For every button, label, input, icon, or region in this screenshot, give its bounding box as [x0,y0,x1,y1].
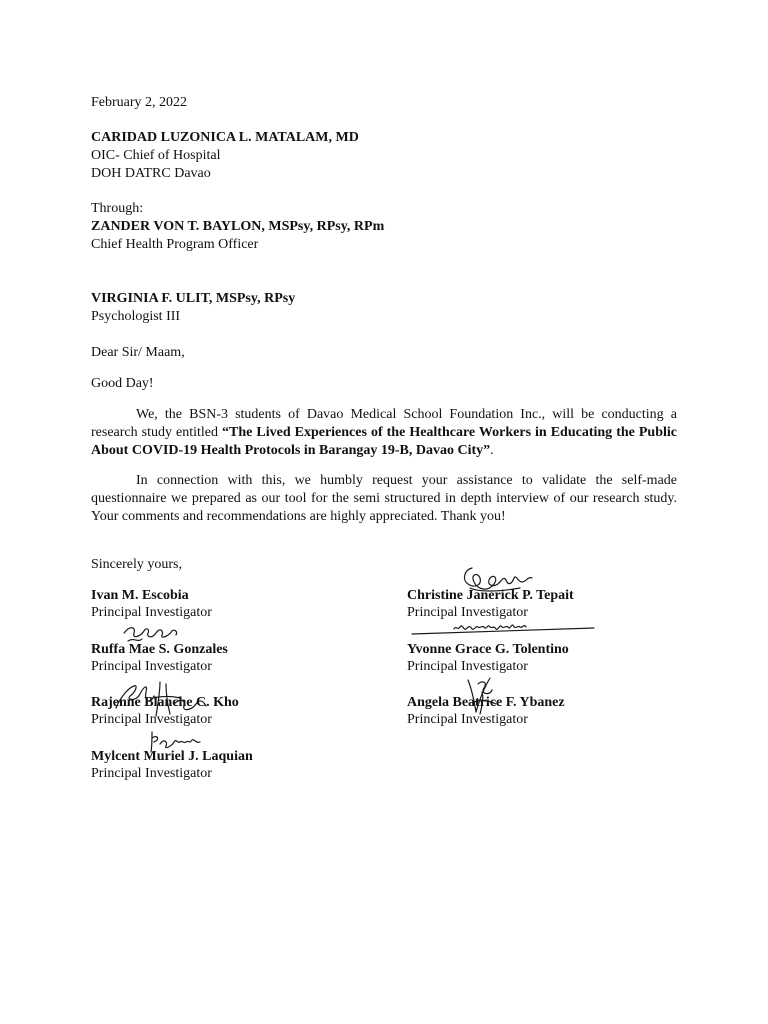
greeting: Good Day! [91,376,154,391]
study-title: “The Lived Experiences of the Healthcare Workers in Educating the Public About COVID-19 Health Protocols in Barangay 19-B, Davao City” [91,425,678,458]
signatory-name-6: Angela Beatrice F. Ybanez [407,695,565,710]
signature-gonzales [120,619,182,649]
signature-kho [110,678,210,720]
signatory-name-7: Mylcent Muriel J. Laquian [91,749,253,764]
signatory-name-5: Rajenne Blanche C. Kho [91,695,239,710]
recipient-name: CARIDAD LUZONICA L. MATALAM, MD [91,130,359,145]
body-paragraph-1 [91,406,677,460]
signatory-role-5: Principal Investigator [91,712,212,727]
signatory-role-2: Principal Investigator [407,605,528,620]
through-label: Through: [91,201,144,216]
signatory-name-3: Ruffa Mae S. Gonzales [91,642,228,657]
through-person1-title: Chief Health Program Officer [91,237,259,252]
recipient-title: OIC- Chief of Hospital [91,148,221,163]
body-paragraph-2: In connection with this, we humbly request your assistance to validate the self-made questionnaire we prepared as our tool for the semi structured in depth interview of our research study. Your comments and recommendations are highly appreciated. Thank you! [91,473,677,524]
signature-ybanez [462,674,500,718]
signatory-role-6: Principal Investigator [407,712,528,727]
signatory-role-4: Principal Investigator [407,659,528,674]
paragraph1-text: We, the BSN-3 students of Davao Medical School Foundation Inc., will be conducting a research study entitled [91,407,677,440]
letter-date: February 2, 2022 [91,95,188,110]
signatory-role-7: Principal Investigator [91,766,212,781]
recipient-org: DOH DATRC Davao [91,166,211,181]
through-person2-name: VIRGINIA F. ULIT, MSPsy, RPsy [91,291,296,306]
signatory-name-4: Yvonne Grace G. Tolentino [407,642,569,657]
signatory-name-2: Christine Janerick P. Tepait [407,588,574,603]
closing: Sincerely yours, [91,557,182,572]
signature-laquian [146,728,204,756]
through-person1-name: ZANDER VON T. BAYLON, MSPsy, RPsy, RPm [91,219,385,234]
signature-tepait [458,562,538,602]
through-person2-title: Psychologist III [91,309,181,324]
signatory-name-1: Ivan M. Escobia [91,588,189,603]
signatory-role-3: Principal Investigator [91,659,212,674]
signature-tolentino [408,617,598,643]
paragraph1-end: . [490,443,494,458]
signatory-role-1: Principal Investigator [91,605,212,620]
salutation: Dear Sir/ Maam, [91,345,185,360]
